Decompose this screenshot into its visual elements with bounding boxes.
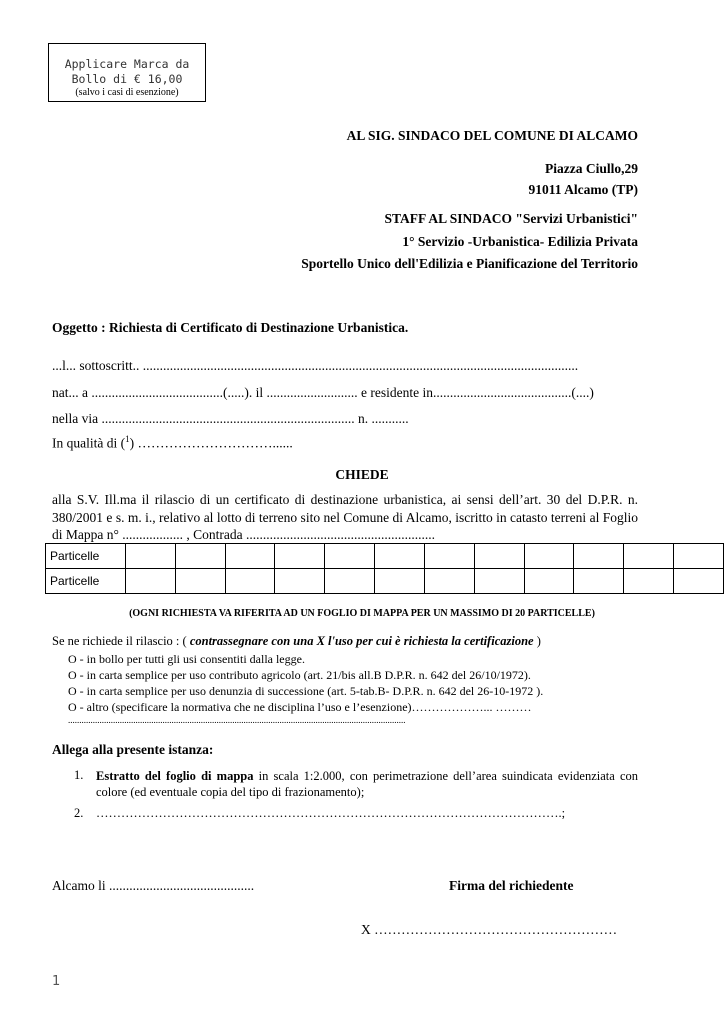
parcel-cell[interactable]: [275, 569, 325, 594]
table-row: [46, 569, 724, 594]
parcel-cell[interactable]: [424, 569, 474, 594]
capacity-label-pre: In qualità di (: [52, 435, 126, 451]
capacity-label-post: ) …………………………......: [129, 435, 293, 451]
subject-line: Oggetto : Richiesta di Certificato di Destinazione Urbanistica.: [52, 320, 409, 335]
field-capacity[interactable]: [52, 434, 293, 452]
parcels-row-label: Particelle: [46, 569, 126, 594]
option-bollo[interactable]: O - in bollo per tutti gli usi consentiti dalla legge.: [68, 652, 305, 666]
request-paragraph: alla S.V. Ill.ma il rilascio di un certificato di destinazione urbanistica, ai sensi dell’art. 30 del D.P.R. n. 380/2001 e s. m. i., relativo al lotto di terreno sito nel Comune di Alcamo, iscritto in catasto terreni al Foglio di Mappa n° .................. , Contrada ........................................................: [52, 492, 638, 542]
recipient-line-4: STAFF AL SINDACO "Servizi Urbanistici": [384, 211, 638, 226]
footnote-ref: 1: [125, 434, 130, 444]
parcel-cell[interactable]: [574, 569, 624, 594]
option-altro[interactable]: O - altro (specificare la normativa che ne disciplina l’uso e l’esenzione)………………... ………: [68, 700, 532, 714]
recipient-line-5: 1° Servizio -Urbanistica- Edilizia Privata: [402, 234, 638, 249]
release-intro-pre: Se ne richiede il rilascio : (: [52, 634, 190, 648]
stamp-line-3: (salvo i casi di esenzione): [75, 87, 179, 98]
attachments-title: Allega alla presente istanza:: [52, 742, 214, 757]
parcel-cell[interactable]: [325, 569, 375, 594]
recipient-line-6: Sportello Unico dell'Edilizia e Pianificazione del Territorio: [301, 256, 638, 271]
option-agricolo[interactable]: O - in carta semplice per uso contributo agricolo (art. 21/bis all.B D.P.R. n. 642 del 26/10/1972).: [68, 668, 531, 682]
parcel-cell[interactable]: [524, 544, 574, 569]
place-date-field[interactable]: Alcamo li ...........................................: [52, 878, 255, 893]
parcel-cell[interactable]: [524, 569, 574, 594]
stamp-line-2: Bollo di € 16,00: [71, 72, 183, 86]
parcel-cell[interactable]: [175, 544, 225, 569]
parcels-row-label: Particelle: [46, 544, 126, 569]
parcel-cell[interactable]: [474, 569, 524, 594]
attachment-1-description: in scala 1:2.000, con perimetrazione dell’area suindicata evidenziata con colore (ed eventuale copia del tipo di frazionamento);: [96, 769, 639, 799]
release-intro: [52, 634, 541, 649]
option-altro-dots[interactable]: ......................................................................................................................................................: [68, 715, 406, 725]
parcel-cell[interactable]: [624, 569, 674, 594]
parcel-cell[interactable]: [674, 544, 724, 569]
parcel-cell[interactable]: [175, 569, 225, 594]
field-undersigned[interactable]: ...l... sottoscritt.. .................................................................................................................................: [52, 358, 579, 373]
parcel-cell[interactable]: [125, 569, 175, 594]
recipient-line-1: AL SIG. SINDACO DEL COMUNE DI ALCAMO: [346, 128, 638, 143]
attachment-1-title: Estratto del foglio di mappa: [96, 769, 254, 783]
parcel-cell[interactable]: [125, 544, 175, 569]
parcel-cell[interactable]: [225, 569, 275, 594]
parcel-cell[interactable]: [225, 544, 275, 569]
attachment-2-number: 2.: [74, 806, 84, 820]
page-number: 1: [52, 974, 61, 989]
parcel-cell[interactable]: [375, 569, 425, 594]
parcels-table: [45, 543, 724, 594]
chiede-heading: CHIEDE: [335, 467, 389, 482]
recipient-line-3: 91011 Alcamo (TP): [528, 182, 638, 197]
parcel-cell[interactable]: [474, 544, 524, 569]
attachment-2-field[interactable]: ………………………………………………………………………………………………….;: [96, 806, 566, 820]
parcel-cell[interactable]: [674, 569, 724, 594]
release-intro-post: ): [533, 634, 541, 648]
parcel-cell[interactable]: [375, 544, 425, 569]
signature-label: Firma del richiedente: [449, 878, 574, 893]
stamp-box: [48, 43, 206, 102]
option-successione[interactable]: O - in carta semplice per uso denunzia di successione (art. 5-tab.B- D.P.R. n. 642 del 26-10-1972 ).: [68, 684, 544, 698]
parcel-cell[interactable]: [325, 544, 375, 569]
table-row: [46, 544, 724, 569]
field-street[interactable]: nella via ........................................................................... n. ...........: [52, 411, 409, 426]
recipient-line-2: Piazza Ciullo,29: [545, 161, 638, 176]
parcel-cell[interactable]: [624, 544, 674, 569]
parcel-cell[interactable]: [424, 544, 474, 569]
attachment-1-text: [96, 768, 638, 800]
stamp-line-1: Applicare Marca da: [64, 57, 190, 71]
parcel-cell[interactable]: [275, 544, 325, 569]
parcels-note: (OGNI RICHIESTA VA RIFERITA AD UN FOGLIO DI MAPPA PER UN MASSIMO DI 20 PARTICELLE): [129, 608, 595, 619]
release-intro-instruction: contrassegnare con una X l'uso per cui è richiesta la certificazione: [189, 634, 534, 648]
parcel-cell[interactable]: [574, 544, 624, 569]
signature-field[interactable]: X ………………………………………………: [361, 922, 618, 937]
attachment-1-number: 1.: [74, 768, 84, 782]
field-birth-residence[interactable]: nat... a .......................................(.....). il ........................... e residente in.........................................(....): [52, 385, 594, 400]
